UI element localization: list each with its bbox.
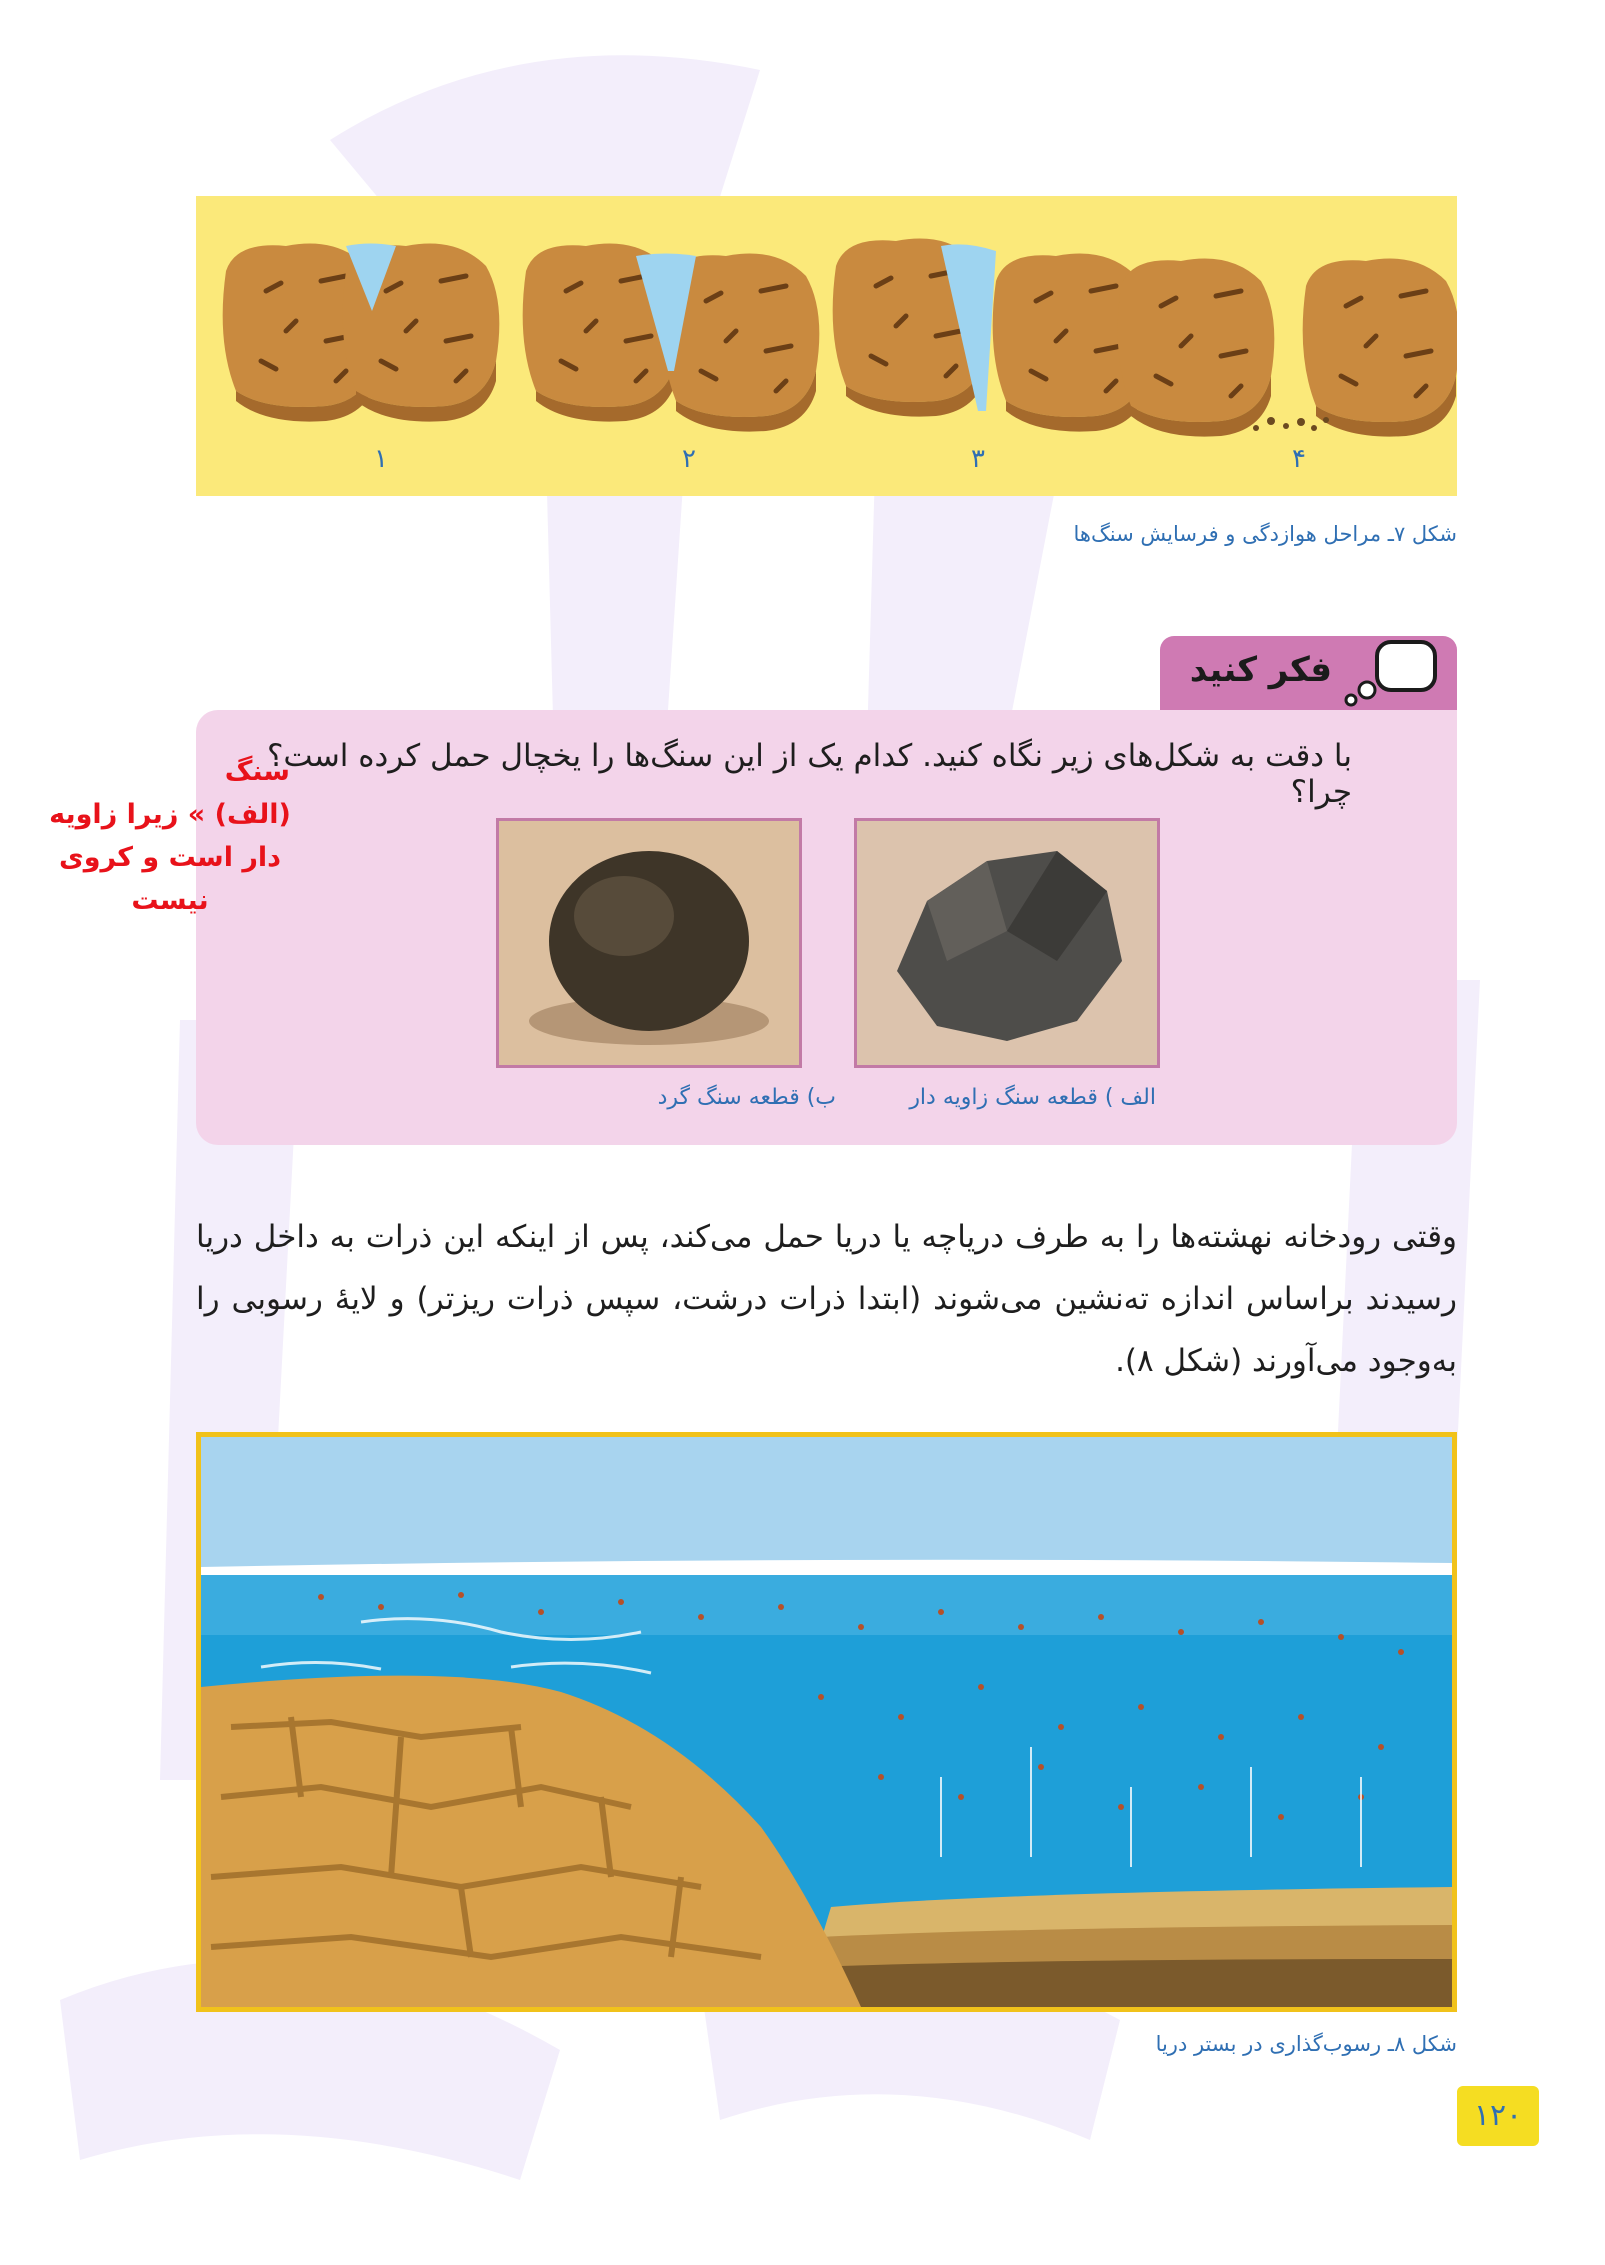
- think-title: فکر کنید: [1189, 650, 1332, 690]
- page-number-text: ۱۲۰: [1473, 2098, 1523, 2133]
- sedimentation-figure: [196, 1432, 1457, 2012]
- answer-note: [20, 750, 320, 922]
- round-rock-photo: [496, 818, 802, 1068]
- sedimentation-illustration: [201, 1437, 1452, 2007]
- weathering-stages-figure: [196, 196, 1457, 496]
- stage-number-2: ۲: [682, 444, 696, 474]
- page-number: [1457, 2086, 1539, 2146]
- stage-number-4: ۴: [1292, 444, 1306, 474]
- figure7-caption: شکل ۷ـ مراحل هوازدگی و فرسایش سنگ‌ها: [1073, 522, 1457, 546]
- answer-line-3: دار است و کروی نیست: [58, 842, 282, 916]
- answer-line-2: (الف) » زیرا زاویه: [49, 799, 291, 830]
- thought-bubble-icon: [1337, 636, 1447, 710]
- think-header: [1160, 636, 1457, 710]
- stage-number-3: ۳: [971, 444, 985, 474]
- think-question: با دقت به شکل‌های زیر نگاه کنید. کدام یک از این سنگ‌ها را یخچال حمل کرده است؟ چرا؟: [266, 738, 1352, 810]
- answer-line-1: سنگ: [224, 756, 290, 787]
- photo-label-b: ب) قطعه سنگ گرد: [657, 1085, 836, 1110]
- angular-rock-photo: [854, 818, 1160, 1068]
- body-paragraph: وقتی رودخانه نهشته‌ها را به طرف دریاچه یا دریا حمل می‌کند، پس از اینکه این ذرات به داخل دریا رسیدند براساس اندازه ته‌نشین می‌شوند (ابتدا ذرات درشت، سپس ذرات ریزتر) و لایهٔ رسوبی را به‌وجود می‌آورند (شکل ۸).: [196, 1219, 1457, 1379]
- stage-number-1: ۱: [374, 444, 388, 474]
- figure8-caption: شکل ۸ـ رسوب‌گذاری در بستر دریا: [1155, 2032, 1457, 2056]
- photo-label-a: الف ) قطعه سنگ زاویه دار: [909, 1085, 1156, 1110]
